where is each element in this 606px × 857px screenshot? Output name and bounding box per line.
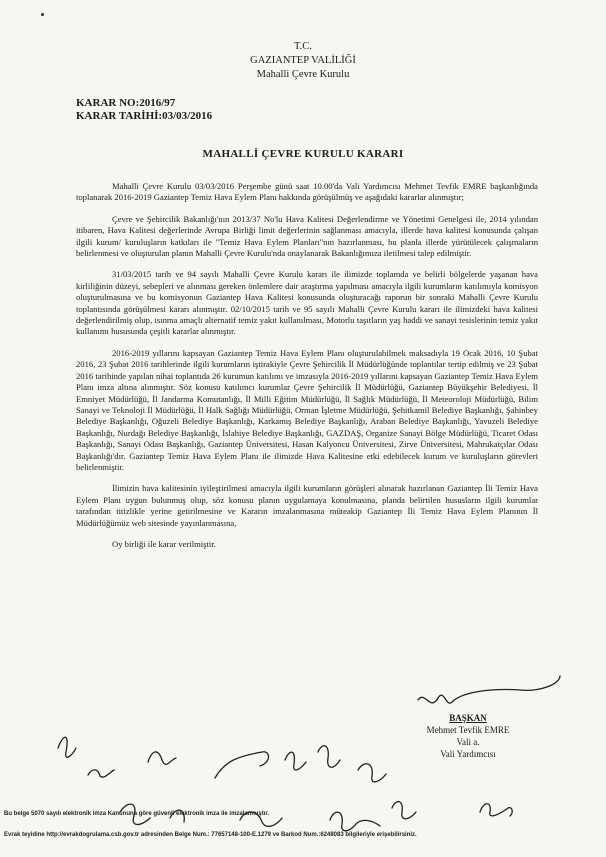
- footer-e-signature-note: Bu belge 5070 sayılı elektronik imza Kanununa göre güvenli elektronik imza ile imzalanmıştır.: [4, 811, 270, 817]
- header-line-tc: T.C.: [294, 41, 312, 52]
- paragraph: Mahalli Çevre Kurulu 03/03/2016 Perşembe günü saat 10.00'da Vali Yardımcısı Mehmet Tevfik EMRE başkanlığında toplanarak 2016-2019 Gaziantep Temiz Hava Eylem Planı hakkında görüşülmüş ve aşağıdaki kararlar alınmıştır;: [76, 181, 538, 203]
- signature-line-2: Vali a.: [456, 737, 480, 747]
- paragraph: Çevre ve Şehircilik Bakanlığı'nın 2013/37 No'lu Hava Kalitesi Değerlendirme ve Yönetimi Genelgesi ile, 2014 yılından itibaren, Hava Kalitesi değerlerinde Avrupa Birliği limit değerlerinin sağlanması amacıyla, illerde hava kalitesi konusunda çalışan ilgili kurum/ kuruluşların katkıları ile "Temiz Hava Eylem Planları"nın hazırlanması, bu planla illerde yürütülecek çalışmaların belirlenmesi ve oluşturulan planın Mahalli Çevre Kurulu'nda onaylanarak Bakanlığımıza iletilmesi talep edilmiştir.: [76, 213, 538, 259]
- decision-number: KARAR NO:2016/97: [76, 97, 176, 109]
- member-signature: [215, 752, 269, 778]
- member-signature: [392, 802, 416, 819]
- member-signature: [358, 764, 386, 782]
- paragraph: İlimizin hava kalitesinin iyileştirilmesi amacıyla ilgili kurumların görüşleri alınarak hazırlanan Gaziantep İli Temiz Hava Eylem Planı uygun bulunmuş olup, söz konusu planın uygulamaya konulmasına, planda belirtilen hususların ilgili kurumlar tarafından titizlikle yerine getirilmesine ve Kararın imzalanmasına müteakip Gaziantep İli Temiz Hava Eylem Planının İl Müdürlüğümüz web sitesinde yayınlanmasına,: [76, 483, 538, 528]
- signature-line-3: Vali Yardımcısı: [440, 749, 496, 759]
- decision-date: KARAR TARİHİ:03/03/2016: [76, 110, 213, 122]
- footer-verification-note: Evrak teyidine http://evrakdogrulama.csb.gov.tr adresinden Belge Num.: 77657148-100-E.1279 ve Barkod Num.:6248083 bilgileriyle erişebilirsiniz.: [4, 832, 417, 838]
- document-title: MAHALLİ ÇEVRE KURULU KARARI: [202, 148, 404, 160]
- member-signature: [88, 770, 114, 777]
- chair-signature: [418, 676, 560, 703]
- paragraph: 31/03/2015 tarih ve 94 sayılı Mahalli Çevre Kurulu kararı ile ilimizde toplamda ve belirli bölgelerde yaşanan hava kirliliğinin düzeyi, sebepleri ve alınması gereken önlemlere dair araştırma yapılması amacıyla ilgili kurumların katılımıyla komisyon oluşturulmasına ve bu komisyonun Gaziantep Hava Kalitesi konusunda oluşturacağı raporun bir sonraki Mahalli Çevre Kurulu toplantısında görüşülmesi kararı alınmıştır. 02/10/2015 tarih ve 95 sayılı Mahalli Çevre Kurulu kararı ile ilimizdeki hava kalitesi değerlendirilmiş olup, ısınma amaçlı alternatif temiz yakıt kullanılması, Motorlu taşıtların yaş haddi ve sanayi tesislerinin temiz yakıt kullanımı hususunda çeşitli kararlar alınmıştır.: [76, 269, 538, 337]
- header-line-board: Mahalli Çevre Kurulu: [256, 69, 350, 80]
- member-signature: [58, 737, 76, 757]
- member-signature: [285, 752, 306, 770]
- member-signature: [148, 752, 176, 764]
- signature-role: BAŞKAN: [449, 713, 487, 723]
- paragraph: 2016-2019 yıllarını kapsayan Gaziantep Temiz Hava Eylem Planı oluşturulabilmek maksadıyla 19 Ocak 2016, 10 Şubat 2016, 23 Şubat 2016 tarihlerinde ilgili kurumların iştirakiyle Çevre Şehircilik İl Müdürlüğünde toplantılar tertip edilmiş ve 23 Şubat 2016 tarihinde yapılan nihai toplantıda 26 kurumun katılımı ve imzasıyla 2016-2019 yıllarını kapsayan Gaziantep Temiz Hava Eylem Planı imza altına alınmıştır. Söz konusu katılımcı kurumlar Çevre Şehircilik İl Müdürlüğü, Gaziantep Büyükşehir Belediyesi, İl Emniyet Müdürlüğü, İl Jandarma Komutanlığı, İl Milli Eğitim Müdürlüğü, İl Sağlık Müdürlüğü, İl Meteoroloji Müdürlüğü, Bilim Sanayi ve Teknoloji İl Müdürlüğü, İl Halk Sağlığı Müdürlüğü, Orman İşletme Müdürlüğü, Şehitkamil Belediye Başkanlığı, Şahinbey Belediye Başkanlığı, Oğuzeli Belediye Başkanlığı, Karkamış Belediye Başkanlığı, Araban Belediye Başkanlığı, Yavuzeli Belediye Başkanlığı, Nurdağı Belediye Başkanlığı, İslahiye Belediye Başkanlığı, GAZDAŞ, Organize Sanayi Bölge Müdürlüğü, Ticaret Odası Başkanlığı, Sanayi Odası Başkanlığı, Gaziantep Üniversitesi, Hasan Kalyoncu Üniversitesi, Zirve Üniversitesi, Mahrukatçılar Odası Başkanlığı'dır. Gaziantep Temiz Hava Eylem Planı ile ilimizde Hava Kalitesine etki edebilecek kurum ve kuruluşların görevleri belirlenmiştir.: [76, 347, 538, 472]
- signature-name: Mehmet Tevfik EMRE: [426, 725, 510, 735]
- member-signature: [330, 812, 380, 831]
- header-line-governorship: GAZIANTEP VALİLİĞİ: [250, 55, 356, 66]
- member-signature: [480, 804, 512, 816]
- closing-statement: Oy birliği ile karar verilmiştir.: [112, 538, 216, 549]
- member-signature: [318, 746, 340, 768]
